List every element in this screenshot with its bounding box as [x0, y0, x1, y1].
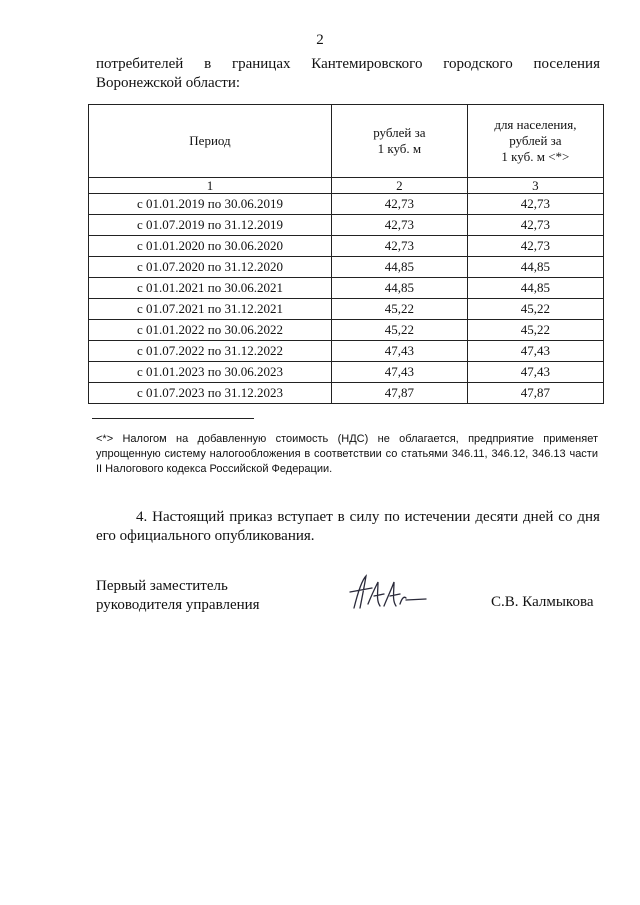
word: 4.	[136, 509, 148, 525]
cell-price: 47,43	[331, 362, 467, 383]
cell-population-price: 44,85	[467, 257, 603, 278]
word: десяти	[475, 509, 519, 525]
cell-period: с 01.07.2022 по 31.12.2022	[89, 341, 332, 362]
header-line: рублей за	[509, 133, 562, 148]
cell-population-price: 42,73	[467, 215, 603, 236]
intro-line-2: Воронежской области:	[96, 75, 241, 91]
table-row	[89, 383, 604, 404]
word: дня	[577, 509, 600, 525]
header-population-price	[467, 105, 603, 178]
column-number: 1	[89, 178, 332, 194]
cell-period: с 01.07.2020 по 31.12.2020	[89, 257, 332, 278]
cell-period: с 01.07.2023 по 31.12.2023	[89, 383, 332, 404]
cell-price: 42,73	[331, 236, 467, 257]
signatory-title	[96, 577, 260, 615]
column-number-row	[89, 178, 604, 194]
cell-period: с 01.01.2023 по 30.06.2023	[89, 362, 332, 383]
signer-name: С.В. Калмыкова	[491, 594, 594, 610]
clause-paragraph	[96, 508, 600, 546]
word: со	[558, 509, 573, 525]
table-row	[89, 362, 604, 383]
cell-price: 42,73	[331, 215, 467, 236]
header-period: Период	[89, 105, 332, 178]
word: силу	[349, 509, 380, 525]
clause-line-2: его официального опубликования.	[96, 528, 315, 544]
cell-price: 45,22	[331, 320, 467, 341]
signatory-title-line-1: Первый заместитель	[96, 578, 228, 594]
column-number: 3	[467, 178, 603, 194]
intro-paragraph	[96, 55, 600, 93]
table-row	[89, 215, 604, 236]
cell-period: с 01.07.2019 по 31.12.2019	[89, 215, 332, 236]
cell-period: с 01.07.2021 по 31.12.2021	[89, 299, 332, 320]
table-row	[89, 194, 604, 215]
word: границах	[231, 56, 291, 72]
word: городского	[443, 56, 513, 72]
clause-line-1	[96, 508, 600, 527]
cell-population-price: 44,85	[467, 278, 603, 299]
cell-population-price: 47,87	[467, 383, 603, 404]
tariff-table	[88, 104, 604, 404]
word: по	[384, 509, 400, 525]
table-row	[89, 320, 604, 341]
column-number: 2	[331, 178, 467, 194]
handwritten-signature	[346, 570, 432, 616]
cell-population-price: 47,43	[467, 341, 603, 362]
header-price	[331, 105, 467, 178]
table-header-row	[89, 105, 604, 178]
page-number: 2	[316, 32, 324, 48]
word: дней	[523, 509, 554, 525]
header-line: рублей за	[373, 125, 426, 140]
word: потребителей	[96, 56, 184, 72]
cell-population-price: 47,43	[467, 362, 603, 383]
header-line: 1 куб. м <*>	[501, 149, 570, 164]
cell-price: 44,85	[331, 257, 467, 278]
signatory-title-line-2: руководителя управления	[96, 597, 260, 613]
cell-population-price: 42,73	[467, 236, 603, 257]
word: приказ	[229, 509, 273, 525]
word: в	[337, 509, 345, 525]
cell-period: с 01.01.2022 по 30.06.2022	[89, 320, 332, 341]
header-line: для населения,	[494, 117, 577, 132]
word: поселения	[533, 56, 600, 72]
intro-line-1	[96, 55, 600, 74]
cell-price: 45,22	[331, 299, 467, 320]
cell-period: с 01.01.2020 по 30.06.2020	[89, 236, 332, 257]
word: Настоящий	[152, 509, 225, 525]
cell-price: 42,73	[331, 194, 467, 215]
cell-price: 44,85	[331, 278, 467, 299]
word: в	[204, 56, 212, 72]
table-row	[89, 257, 604, 278]
cell-population-price: 45,22	[467, 320, 603, 341]
word: Кантемировского	[311, 56, 423, 72]
cell-period: с 01.01.2019 по 30.06.2019	[89, 194, 332, 215]
footnote-divider	[92, 418, 254, 419]
cell-price: 47,43	[331, 341, 467, 362]
word: вступает	[277, 509, 333, 525]
cell-price: 47,87	[331, 383, 467, 404]
footnote-text: <*> Налогом на добавленную стоимость (НДС) не облагается, предприятие применяет упрощенную систему налогообложения в соответствии со статьями 346.11, 346.12, 346.13 части II Налогового кодекса Российской Федерации.	[96, 433, 598, 475]
cell-population-price: 42,73	[467, 194, 603, 215]
header-line: 1 куб. м	[377, 141, 422, 156]
table-row	[89, 236, 604, 257]
table-row	[89, 341, 604, 362]
table-row	[89, 299, 604, 320]
cell-population-price: 45,22	[467, 299, 603, 320]
table-row	[89, 278, 604, 299]
word: истечении	[404, 509, 471, 525]
cell-period: с 01.01.2021 по 30.06.2021	[89, 278, 332, 299]
